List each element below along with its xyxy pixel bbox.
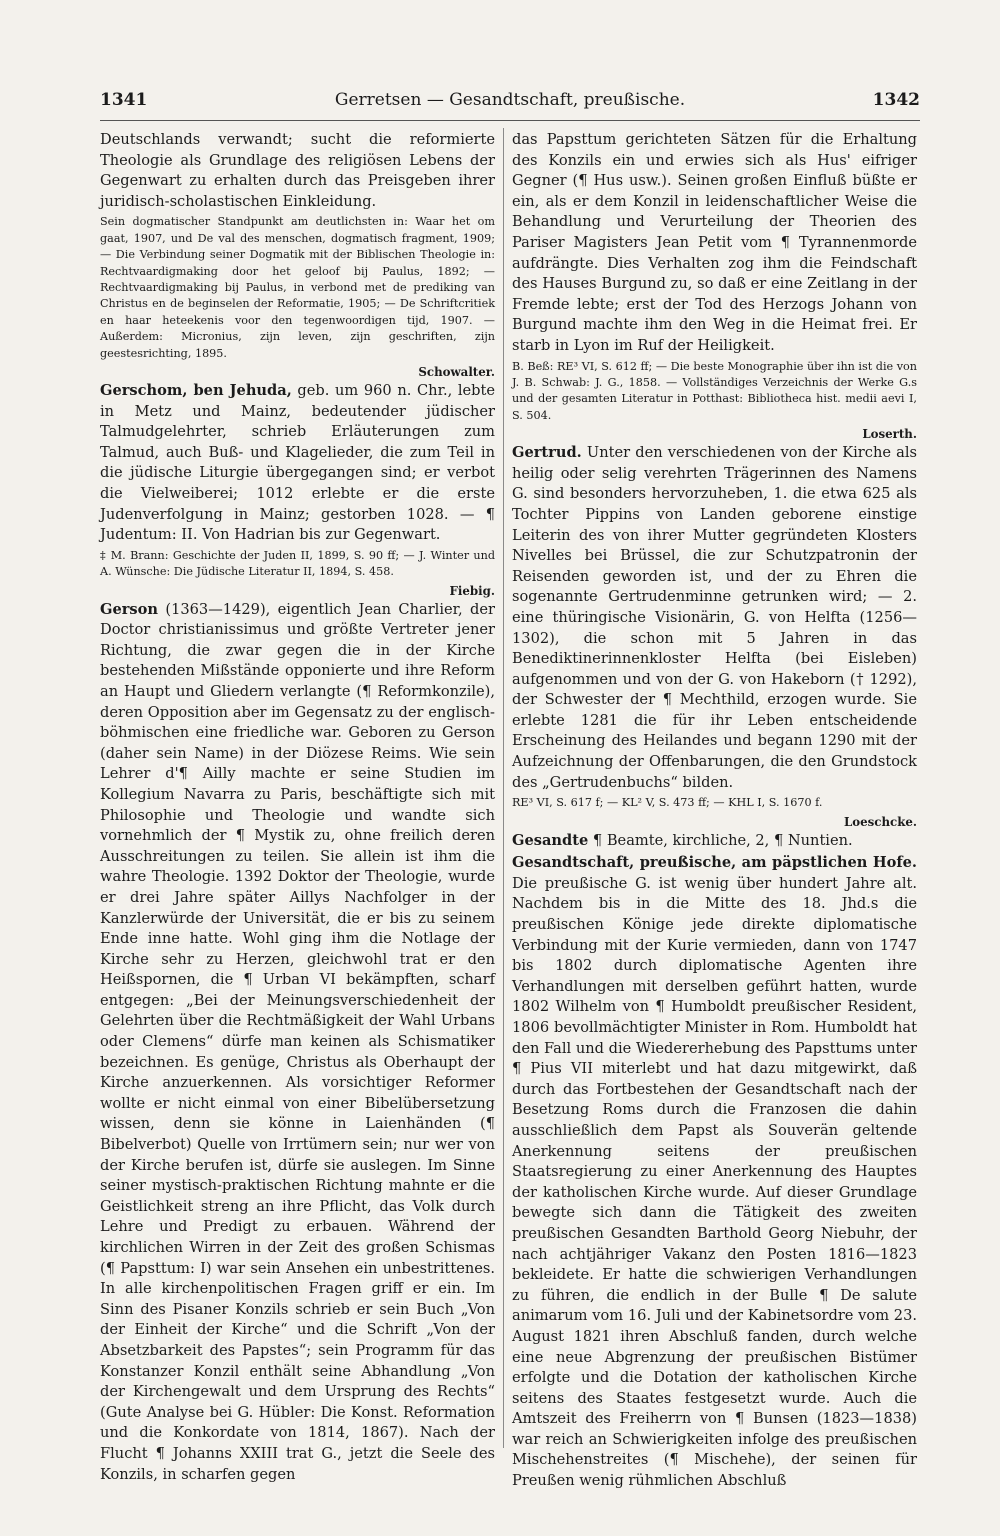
article-author: Fiebig.	[449, 583, 495, 598]
article-author: Schowalter.	[418, 365, 495, 380]
entry-text: Unter den verschiedenen von der Kirche als heilig oder selig verehrten Trägerinnen des Namens G. sind besonders hervorzuheben, 1. die etwa 625 als Tochter Pippins von Landen geborene einstige Leiterin des von ihrer Mutter gegründeten Klosters Nivelles bei Brüssel, die zur Schutzpatronin der Reisenden geworden ist, und der zu Ehren die sogenannte Gertrudenminne getrunken wird; — 2. eine thüringische Visionärin, G. von Helfta (1256—1302), die schon mit 5 Jahren in das Benediktinerinnenkloster Helfta (bei Eisleben) aufgenommen und von der G. von Hakeborn († 1292), der Schwester der ¶ Mechthild, erzogen wurde. Sie erlebte 1281 die für ihr Leben entscheidende Erscheinung des Heilandes und begann 1290 mit der Aufzeichnung der Offenbarungen, die den Grundstock des „Gertrudenbuchs“ bilden.	[512, 444, 917, 791]
dictionary-entry	[100, 381, 495, 546]
dictionary-entry	[512, 831, 917, 852]
header-rule	[100, 120, 920, 121]
entry-headword: Gerson	[100, 600, 158, 618]
page-number-left: 1341	[100, 90, 148, 110]
article-author: Loeschcke.	[843, 814, 917, 829]
bibliography-note: RE³ VI, S. 617 f; — KL² V, S. 473 ff; — KHL I, S. 1670 f.	[512, 796, 823, 810]
entry-text: geb. um 960 n. Chr., lebte in Metz und Mainz, bedeutender jüdischer Talmudgelehrter, schrieb Erläuterungen zum Talmud, auch Buß- und Klagelieder, die zum Teil in die jüdische Liturgie übergegangen sind; er verbot die Vielweiberei; 1012 erlebte er die erste Judenverfolgung in Mainz; gestorben 1028. — ¶ Judentum: II. Von Hadrian bis zur Gegenwart.	[100, 382, 495, 544]
bibliography-note: B. Beß: RE³ VI, S. 612 ff; — Die beste Monographie über ihn ist die von J. B. Schwab: J. G., 1858. — Vollständiges Verzeichnis der Werke G.s und der gesamten Literatur in Potthast: Bibliotheca hist. medii aevi I, S. 504.	[512, 359, 917, 422]
entry-headword: Gerschom, ben Jehuda,	[100, 382, 292, 400]
bibliography-note: Sein dogmatischer Standpunkt am deutlichsten in: Waar het om gaat, 1907, und De val des menschen, dogmatisch fragment, 1909; — Die Verbindung seiner Dogmatik mit der Biblischen Theologie in: Rechtvaardigmaking door het geloof bij Paulus, 1892; — Rechtvaardigmaking bij Paulus, in verbond met de prediking van Christus en de beginselen der Reformatie, 1905; — De Schriftcritiek en haar heteekenis voor den tegenwoordigen tijd, 1907. — Außerdem: Micronius, zijn leven, zijn geschriften, zijn geestesrichting, 1895.	[100, 215, 495, 360]
body-paragraph: das Papsttum gerichteten Sätzen für die Erhaltung des Konzils ein und erwies sich als Hus' eifriger Gegner (¶ Hus usw.). Seinen großen Einfluß büßte er ein, als er dem Konzil in leidenschaftlicher Weise die Behandlung und Verurteilung der Theorien des Pariser Magisters Jean Petit vom ¶ Tyrannenmorde aufdrängte. Dies Verhalten zog ihm die Feindschaft des Hauses Burgund zu, so daß er eine Zeitlang in der Fremde lebte; erst der Tod des Herzogs Johann von Burgund machte ihm den Weg in die Heimat frei. Er starb in Lyon im Ruf der Heiligkeit.	[512, 131, 917, 354]
column-divider	[503, 128, 504, 1448]
entry-headword: Gesandte	[512, 831, 589, 849]
entry-text: ¶ Beamte, kirchliche, 2, ¶ Nuntien.	[588, 831, 853, 849]
body-paragraph: Deutschlands verwandt; sucht die reformierte Theologie als Grundlage des religiösen Lebens der Gegenwart zu erhalten durch das Preisgeben ihrer juridisch-scholastischen Einkleidung.	[100, 131, 495, 210]
left-column	[100, 130, 495, 1483]
page-number-right: 1342	[872, 90, 920, 110]
running-header	[100, 90, 920, 114]
dictionary-entry	[100, 600, 495, 1486]
entry-headword: Gertrud.	[512, 444, 582, 462]
running-title: Gerretsen — Gesandtschaft, preußische.	[334, 90, 686, 110]
bibliography-note: ‡ M. Brann: Geschichte der Juden II, 1899, S. 90 ff; — J. Winter und A. Wünsche: Die Jüdische Literatur II, 1894, S. 458.	[100, 548, 495, 579]
entry-text: (1363—1429), eigentlich Jean Charlier, der Doctor christianissimus und größte Vertreter jener Richtung, die zwar gegen die in der Kirche bestehenden Mißstände opponierte und ihre Reform an Haupt und Gliedern verlangte (¶ Reformkonzile), deren Opposition aber im Gegensatz zu der englisch-böhmischen eine friedliche war. Geboren zu Gerson (daher sein Name) in der Diözese Reims. Wie sein Lehrer d'¶ Ailly machte er seine Studien im Kollegium Navarra zu Paris, beschäftigte sich mit Philosophie und Theologie und wandte sich vornehmlich der ¶ Mystik zu, ohne freilich deren Ausschreitungen zu teilen. Sie allein ist ihm die wahre Theologie. 1392 Doktor der Theologie, wurde er drei Jahre später Aillys Nachfolger in der Kanzlerwürde der Universität, die er bis zu seinem Ende inne hatte. Wohl ging ihm die Notlage der Kirche sehr zu Herzen, gleichwohl trat er den Heißspornen, die ¶ Urban VI bekämpften, scharf entgegen: „Bei der Meinungsverschiedenheit der Gelehrten über die Rechtmäßigkeit der Wahl Urbans oder Clemens“ dürfe man keinen als Schismatiker bezeichnen. Es genüge, Christus als Oberhaupt der Kirche anzuerkennen. Als vorsichtiger Reformer wollte er nicht einmal von einer Bibelübersetzung wissen, denn sie könne in Laienhänden (¶ Bibelverbot) Quelle von Irrtümern sein; nur wer von der Kirche berufen ist, dürfe sie auslegen. Im Sinne seiner mystisch-praktischen Richtung mahnte er die Geistlichkeit streng an ihre Pflicht, das Volk durch Lehre und Predigt zu erbauen. Während der kirchlichen Wirren in der Zeit des großen Schismas (¶ Papsttum: I) war sein Ansehen ein unbestrittenes. In alle kirchenpolitischen Fragen griff er ein. Im Sinn des Pisaner Konzils schrieb er sein Buch „Von der Einheit der Kirche“ und die Schrift „Von der Absetzbarkeit des Papstes“; sein Programm für das Konstanzer Konzil enthält seine Abhandlung „Von der Kirchengewalt und dem Ursprung des Rechts“ (Gute Analyse bei G. Hübler: Die Konst. Reformation und die Konkordate von 1814, 1867). Nach der Flucht ¶ Johanns XXIII trat G., jetzt die Seele des Konzils, in scharfen gegen	[100, 600, 495, 1483]
entry-text: Die preußische G. ist wenig über hundert Jahre alt. Nachdem bis in die Mitte des 18. Jhd.s die preußischen Könige jede direkte diplomatische Verbindung mit der Kurie vermieden, dann von 1747 bis 1802 durch diplomatische Agenten ihre Verhandlungen mit derselben geführt hatten, wurde 1802 Wilhelm von ¶ Humboldt preußischer Resident, 1806 bevollmächtigter Minister in Rom. Humboldt hat den Fall und die Wiedererhebung des Papsttums unter ¶ Pius VII miterlebt und hat dazu mitgewirkt, daß durch das Fortbestehen der Gesandtschaft nach der Besetzung Roms durch die Franzosen die dahin ausschließlich dem Papst als Souverän geltende Anerkennung seitens der preußischen Staatsregierung zu einer Anerkennung des Hauptes der katholischen Kirche wurde. Auf dieser Grundlage bewegte sich dann die Tätigkeit des zweiten preußischen Gesandten Barthold Georg Niebuhr, der nach achtjähriger Vakanz den Posten 1816—1823 bekleidete. Er hatte die schwierigen Verhandlungen zu führen, die endlich in der Bulle ¶ De salute animarum vom 16. Juli und der Kabinetsordre vom 23. August 1821 ihren Abschluß fanden, durch welche eine neue Abgrenzung der preußischen Bistümer erfolgte und die Dotation der katholischen Kirche seitens des Staates festgesetzt wurde. Auch die Amtszeit des Freiherrn von ¶ Bunsen (1823—1838) war reich an Schwierigkeiten infolge des preußischen Mischehenstreites (¶ Mischehe), der seinen für Preußen wenig rühmlichen Abschluß	[512, 874, 917, 1490]
entry-headword: Gesandtschaft, preußische, am päpstlichen Hofe.	[512, 854, 917, 872]
right-column	[512, 130, 917, 1490]
article-author: Loserth.	[862, 427, 917, 442]
dictionary-entry	[512, 853, 917, 1491]
dictionary-entry	[512, 443, 917, 793]
